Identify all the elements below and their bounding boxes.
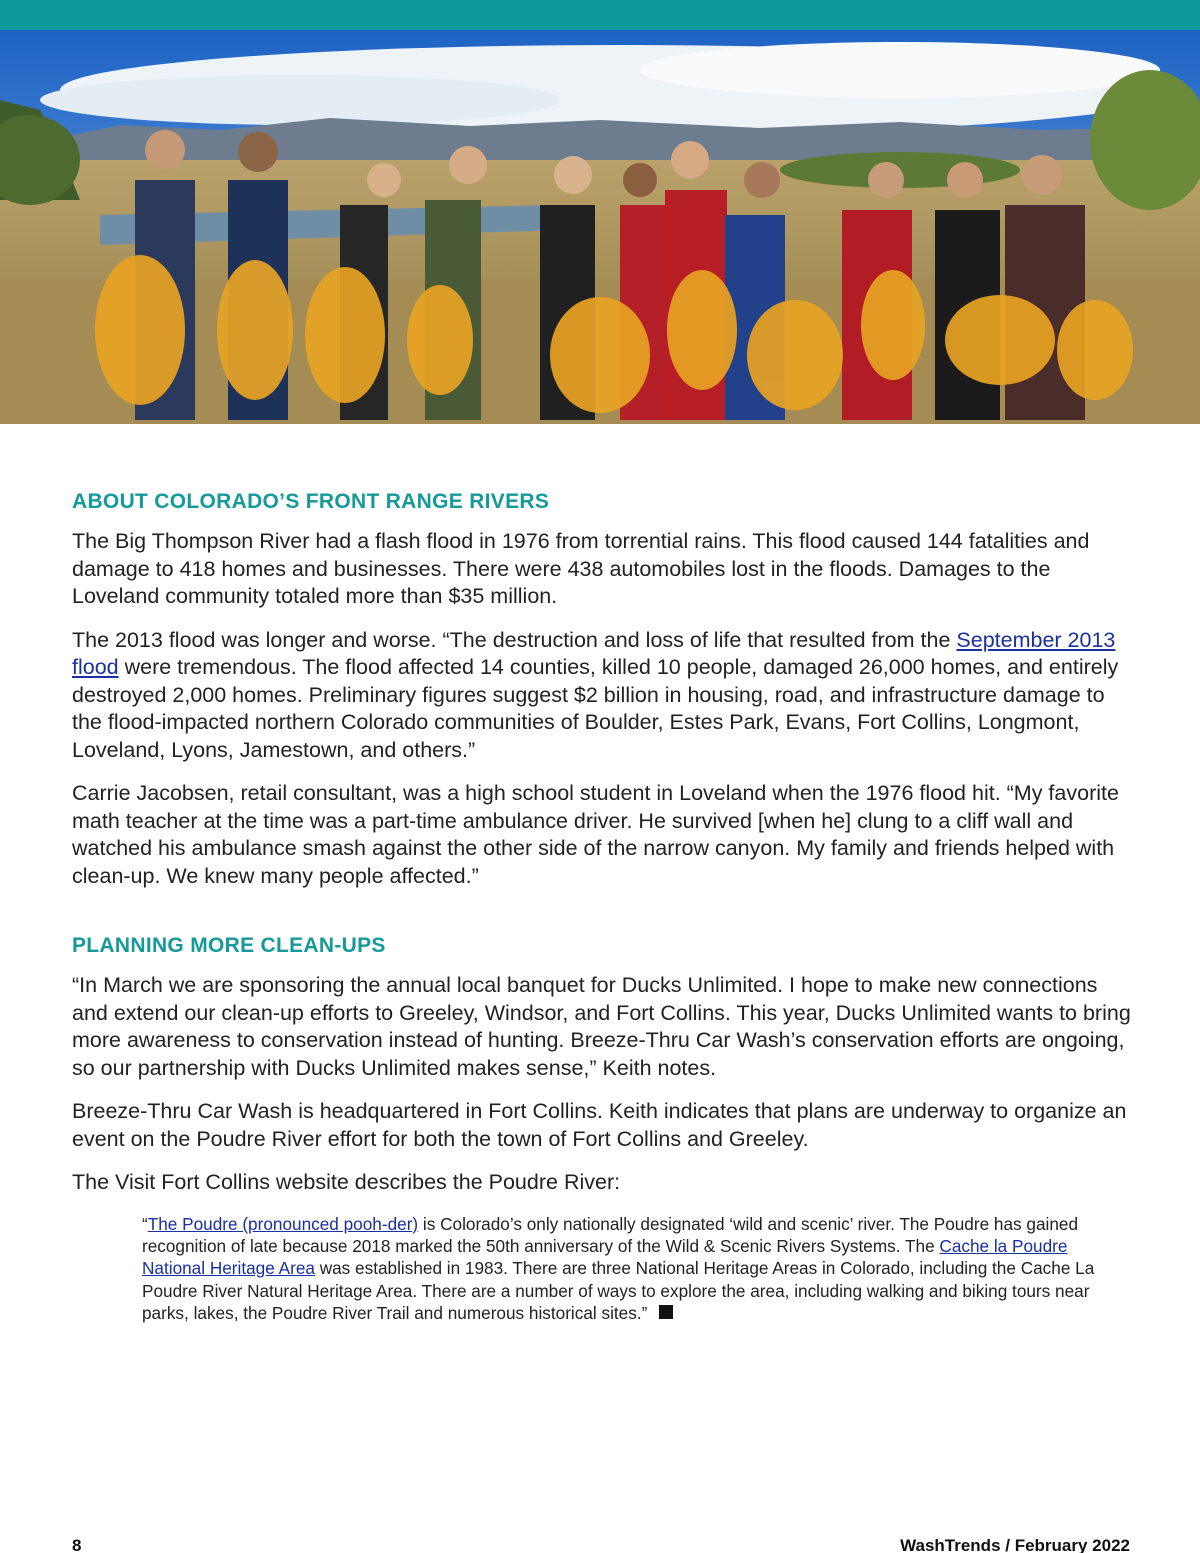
paragraph-big-thompson-flood: The Big Thompson River had a flash flood in 1976 from torrential rains. This flood caused 144 fatalities and damage to 418 homes and businesses. There were 438 automobiles lost in the floods. Damages to the Loveland community totaled more than $35 million. xyxy=(72,529,1090,608)
paragraph-ducks-unlimited: “In March we are sponsoring the annual local banquet for Ducks Unlimited. I hope to make new connections and extend our clean-up efforts to Greeley, Windsor, and Fort Collins. This year, Ducks Unlimited wants to bring more awareness to conservation instead of hunting. Breeze-Thru Car Wash’s conservation efforts are ongoing, so our partnership with Ducks Unlimited makes sense,” Keith notes. xyxy=(72,973,1131,1080)
quote-text-b: was established in 1983. There are three National Heritage Areas in Colorado, including the Cache La Poudre River Natural Heritage Area. There are a number of ways to explore the area, including walking and biking tours near parks, lakes, the Poudre River Trail and numerous historical sites.” xyxy=(142,1258,1095,1324)
publication-footer: WashTrends / February 2022 xyxy=(900,1536,1130,1553)
heritage-area-link[interactable]: Cache la Poudre National Heritage Area xyxy=(142,1235,1068,1279)
section-heading-planning-clean-ups: PLANNING MORE CLEAN-UPS xyxy=(72,934,386,957)
paragraph-2013-flood xyxy=(72,627,1132,765)
paragraph-2013-text-a: The 2013 flood was longer and worse. “The destruction and loss of life that resulted from the xyxy=(72,627,957,652)
poudre-river-quote xyxy=(142,1213,1132,1325)
volunteer-group-photo xyxy=(0,30,1200,424)
paragraph-2013-text-b: were tremendous. The flood affected 14 counties, killed 10 people, damaged 26,000 homes, and entirely destroyed 2,000 homes. Preliminary figures suggest $2 billion in housing, road, and infrastructure damage to the flood-impacted northern Colorado communities of Boulder, Estes Park, Evans, Fort Collins, Longmont, Loveland, Lyons, Jamestown, and others.” xyxy=(72,655,1119,762)
september-2013-flood-link[interactable]: September 2013 flood xyxy=(72,627,1116,679)
top-accent-band xyxy=(0,0,1200,30)
article-content xyxy=(72,490,1132,1325)
section-heading-front-range-rivers: ABOUT COLORADO’S FRONT RANGE RIVERS xyxy=(72,490,550,513)
quote-open-mark: “ xyxy=(142,1213,148,1234)
quote-text-a: is Colorado’s only nationally designated ‘wild and scenic’ river. The Poudre has gained recognition of late because 2018 marked the 50th anniversary of the Wild & Scenic Rivers Systems. The xyxy=(142,1213,1079,1256)
paragraph-visit-fort-collins: The Visit Fort Collins website describes the Poudre River: xyxy=(72,1170,621,1194)
paragraph-carrie-jacobsen: Carrie Jacobsen, retail consultant, was a high school student in Loveland when the 1976 flood hit. “My favorite math teacher at the time was a part-time ambulance driver. He survived [when he] clung to a cliff wall and watched his ambulance smash against the other side of the narrow canyon. My family and friends helped with clean-up. We knew many people affected.” xyxy=(72,781,1119,888)
poudre-pronunciation-link[interactable]: The Poudre (pronounced pooh-der) xyxy=(147,1213,419,1234)
paragraph-headquarters: Breeze-Thru Car Wash is headquartered in Fort Collins. Keith indicates that plans are underway to organize an event on the Poudre River effort for both the town of Fort Collins and Greeley. xyxy=(72,1099,1127,1151)
article-end-mark xyxy=(659,1305,673,1319)
page-number: 8 xyxy=(72,1536,82,1553)
